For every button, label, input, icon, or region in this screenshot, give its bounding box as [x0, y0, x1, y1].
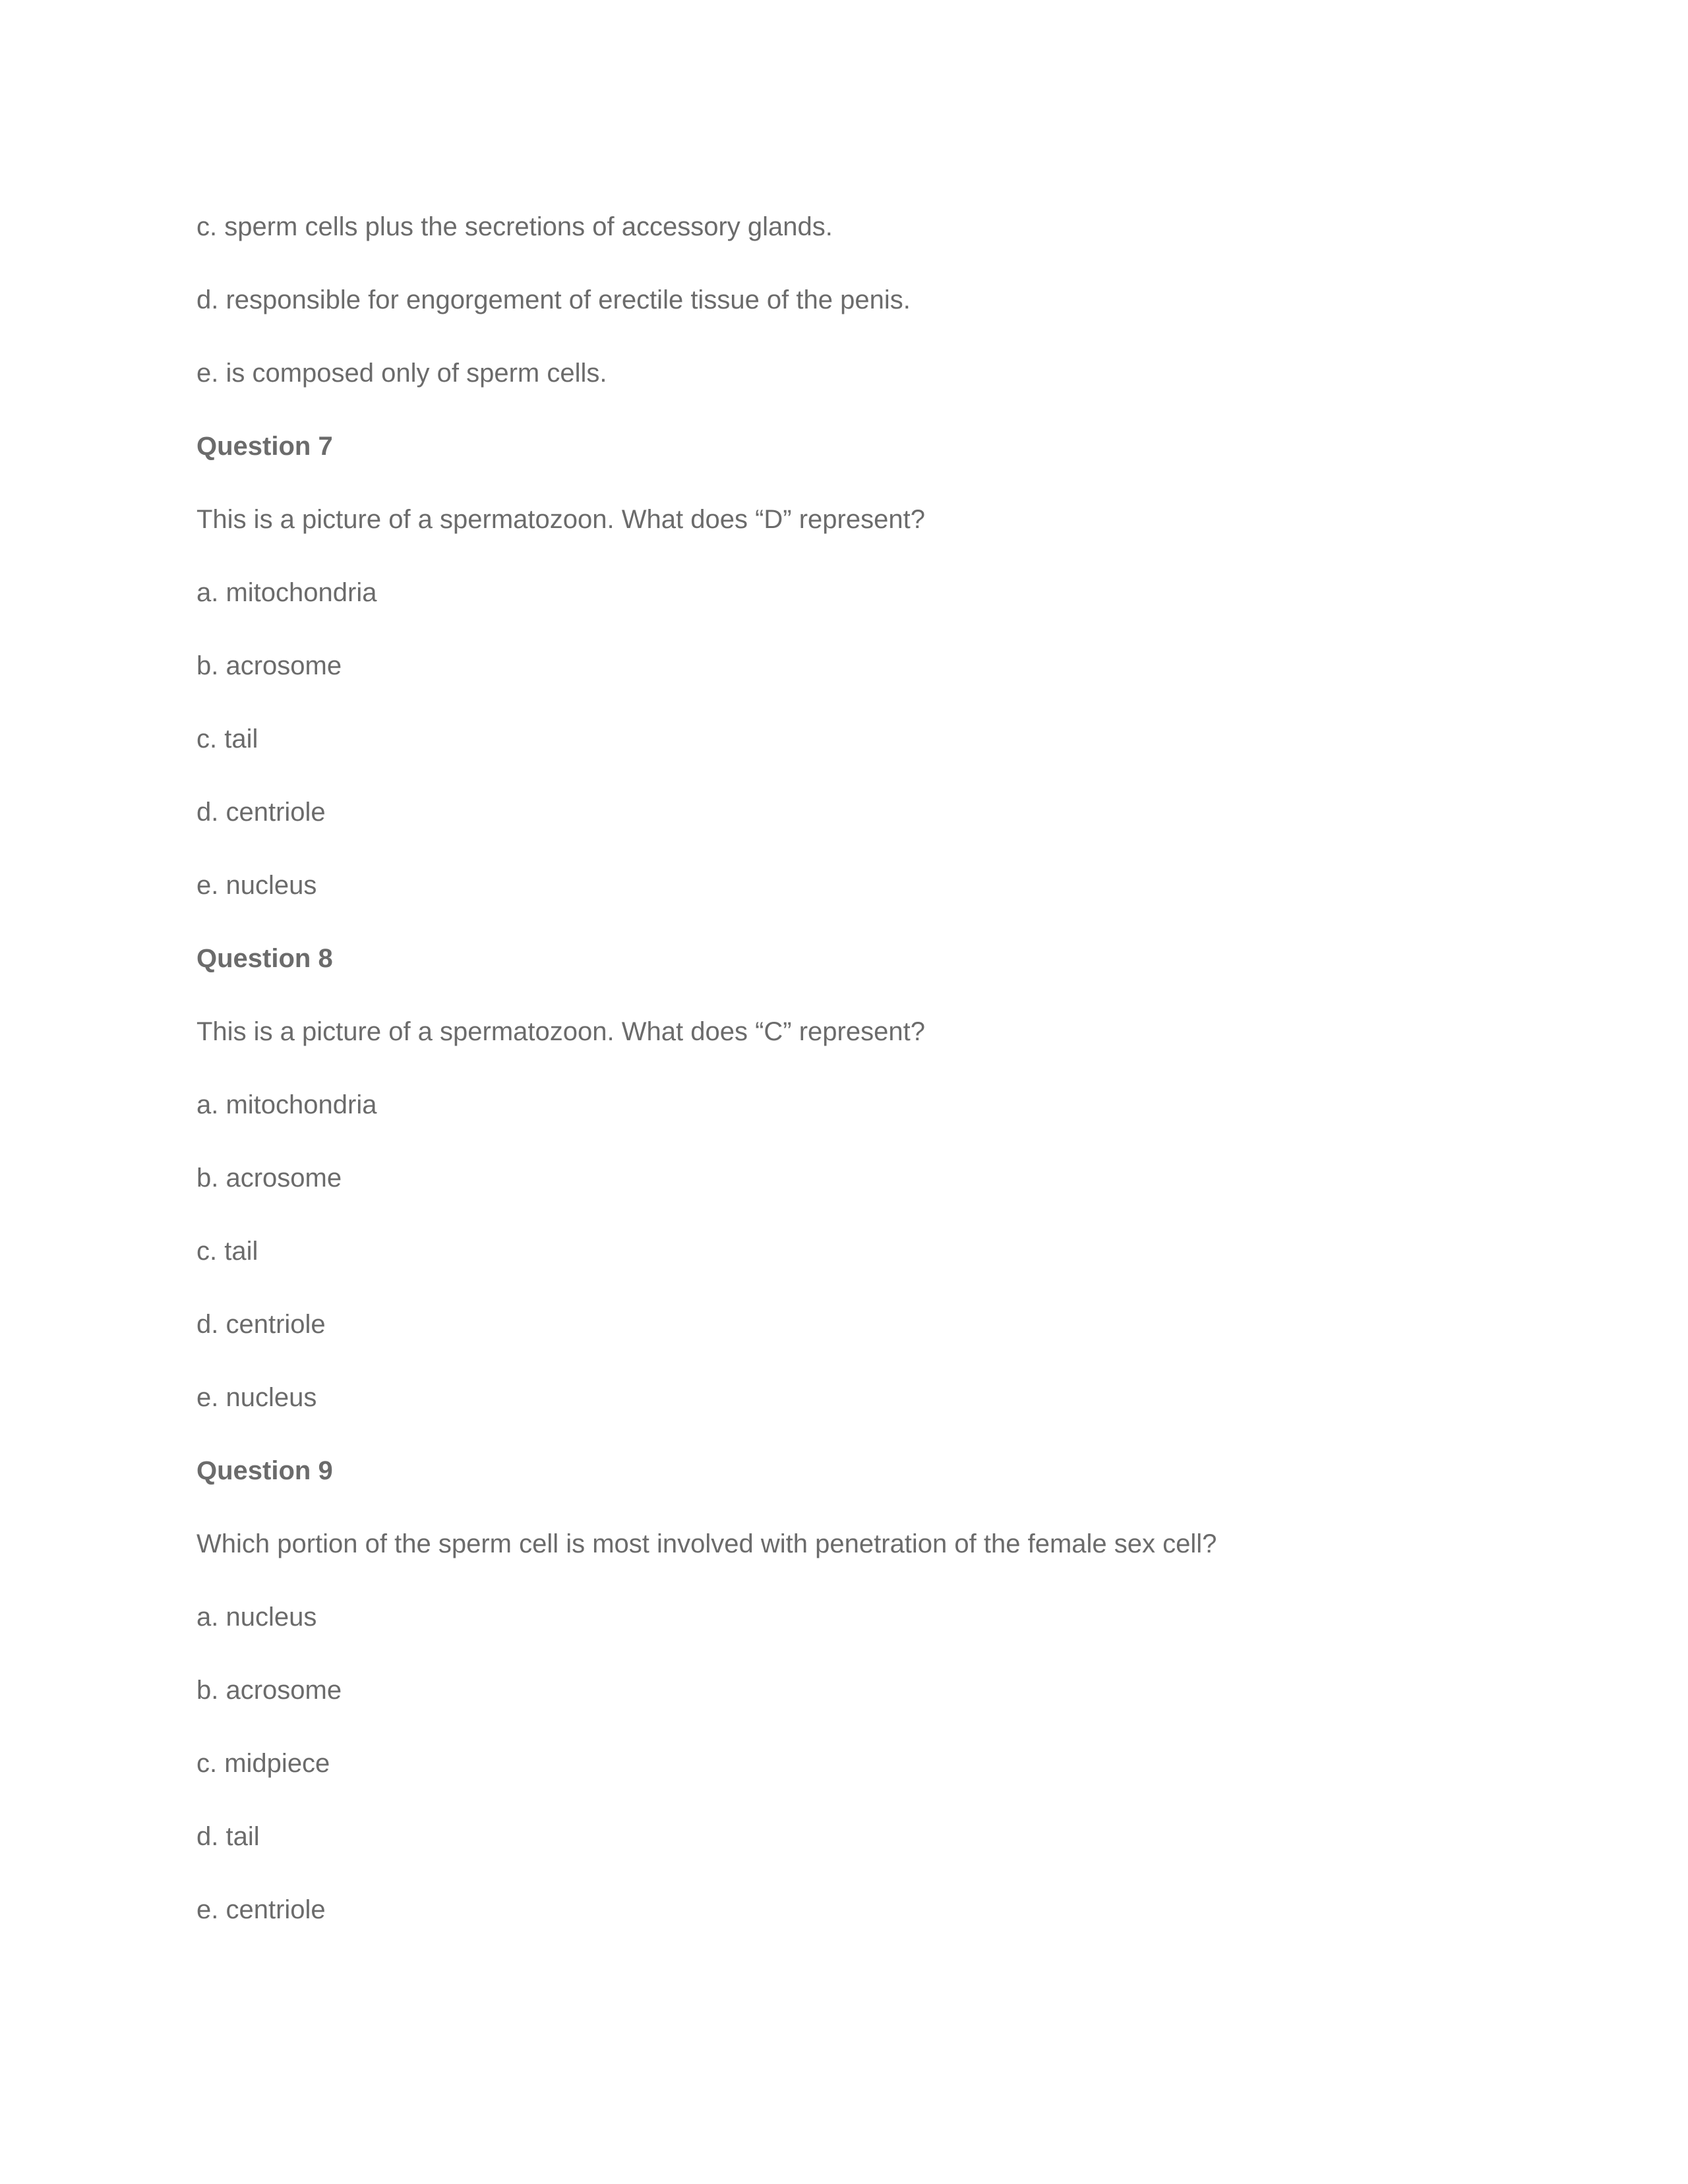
question-text: This is a picture of a spermatozoon. What does “D” represent?: [196, 505, 925, 534]
document-page: [196, 211, 1515, 1967]
question-text: Which portion of the sperm cell is most involved with penetration of the female sex cell?: [196, 1529, 1217, 1558]
answer-option: d. centriole: [196, 1310, 326, 1339]
answer-option: c. tail: [196, 1237, 258, 1266]
question-text: This is a picture of a spermatozoon. What does “C” represent?: [196, 1017, 925, 1046]
answer-option: c. tail: [196, 724, 258, 753]
answer-option: a. mitochondria: [196, 1090, 377, 1119]
answer-option: a. mitochondria: [196, 578, 377, 607]
answer-option: a. nucleus: [196, 1603, 317, 1632]
answer-option: d. responsible for engorgement of erectile tissue of the penis.: [196, 285, 911, 314]
answer-option: b. acrosome: [196, 651, 342, 680]
question-heading: Question 9: [196, 1456, 333, 1485]
answer-option: b. acrosome: [196, 1164, 342, 1193]
answer-option: d. tail: [196, 1822, 260, 1851]
answer-option: e. is composed only of sperm cells.: [196, 359, 607, 388]
answer-option: c. sperm cells plus the secretions of accessory glands.: [196, 212, 833, 241]
answer-option: e. nucleus: [196, 1383, 317, 1412]
answer-option: c. midpiece: [196, 1749, 330, 1778]
answer-option: b. acrosome: [196, 1676, 342, 1705]
answer-option: e. nucleus: [196, 871, 317, 900]
answer-option: d. centriole: [196, 798, 326, 827]
answer-option: e. centriole: [196, 1895, 326, 1924]
question-heading: Question 7: [196, 432, 333, 461]
question-heading: Question 8: [196, 944, 333, 973]
